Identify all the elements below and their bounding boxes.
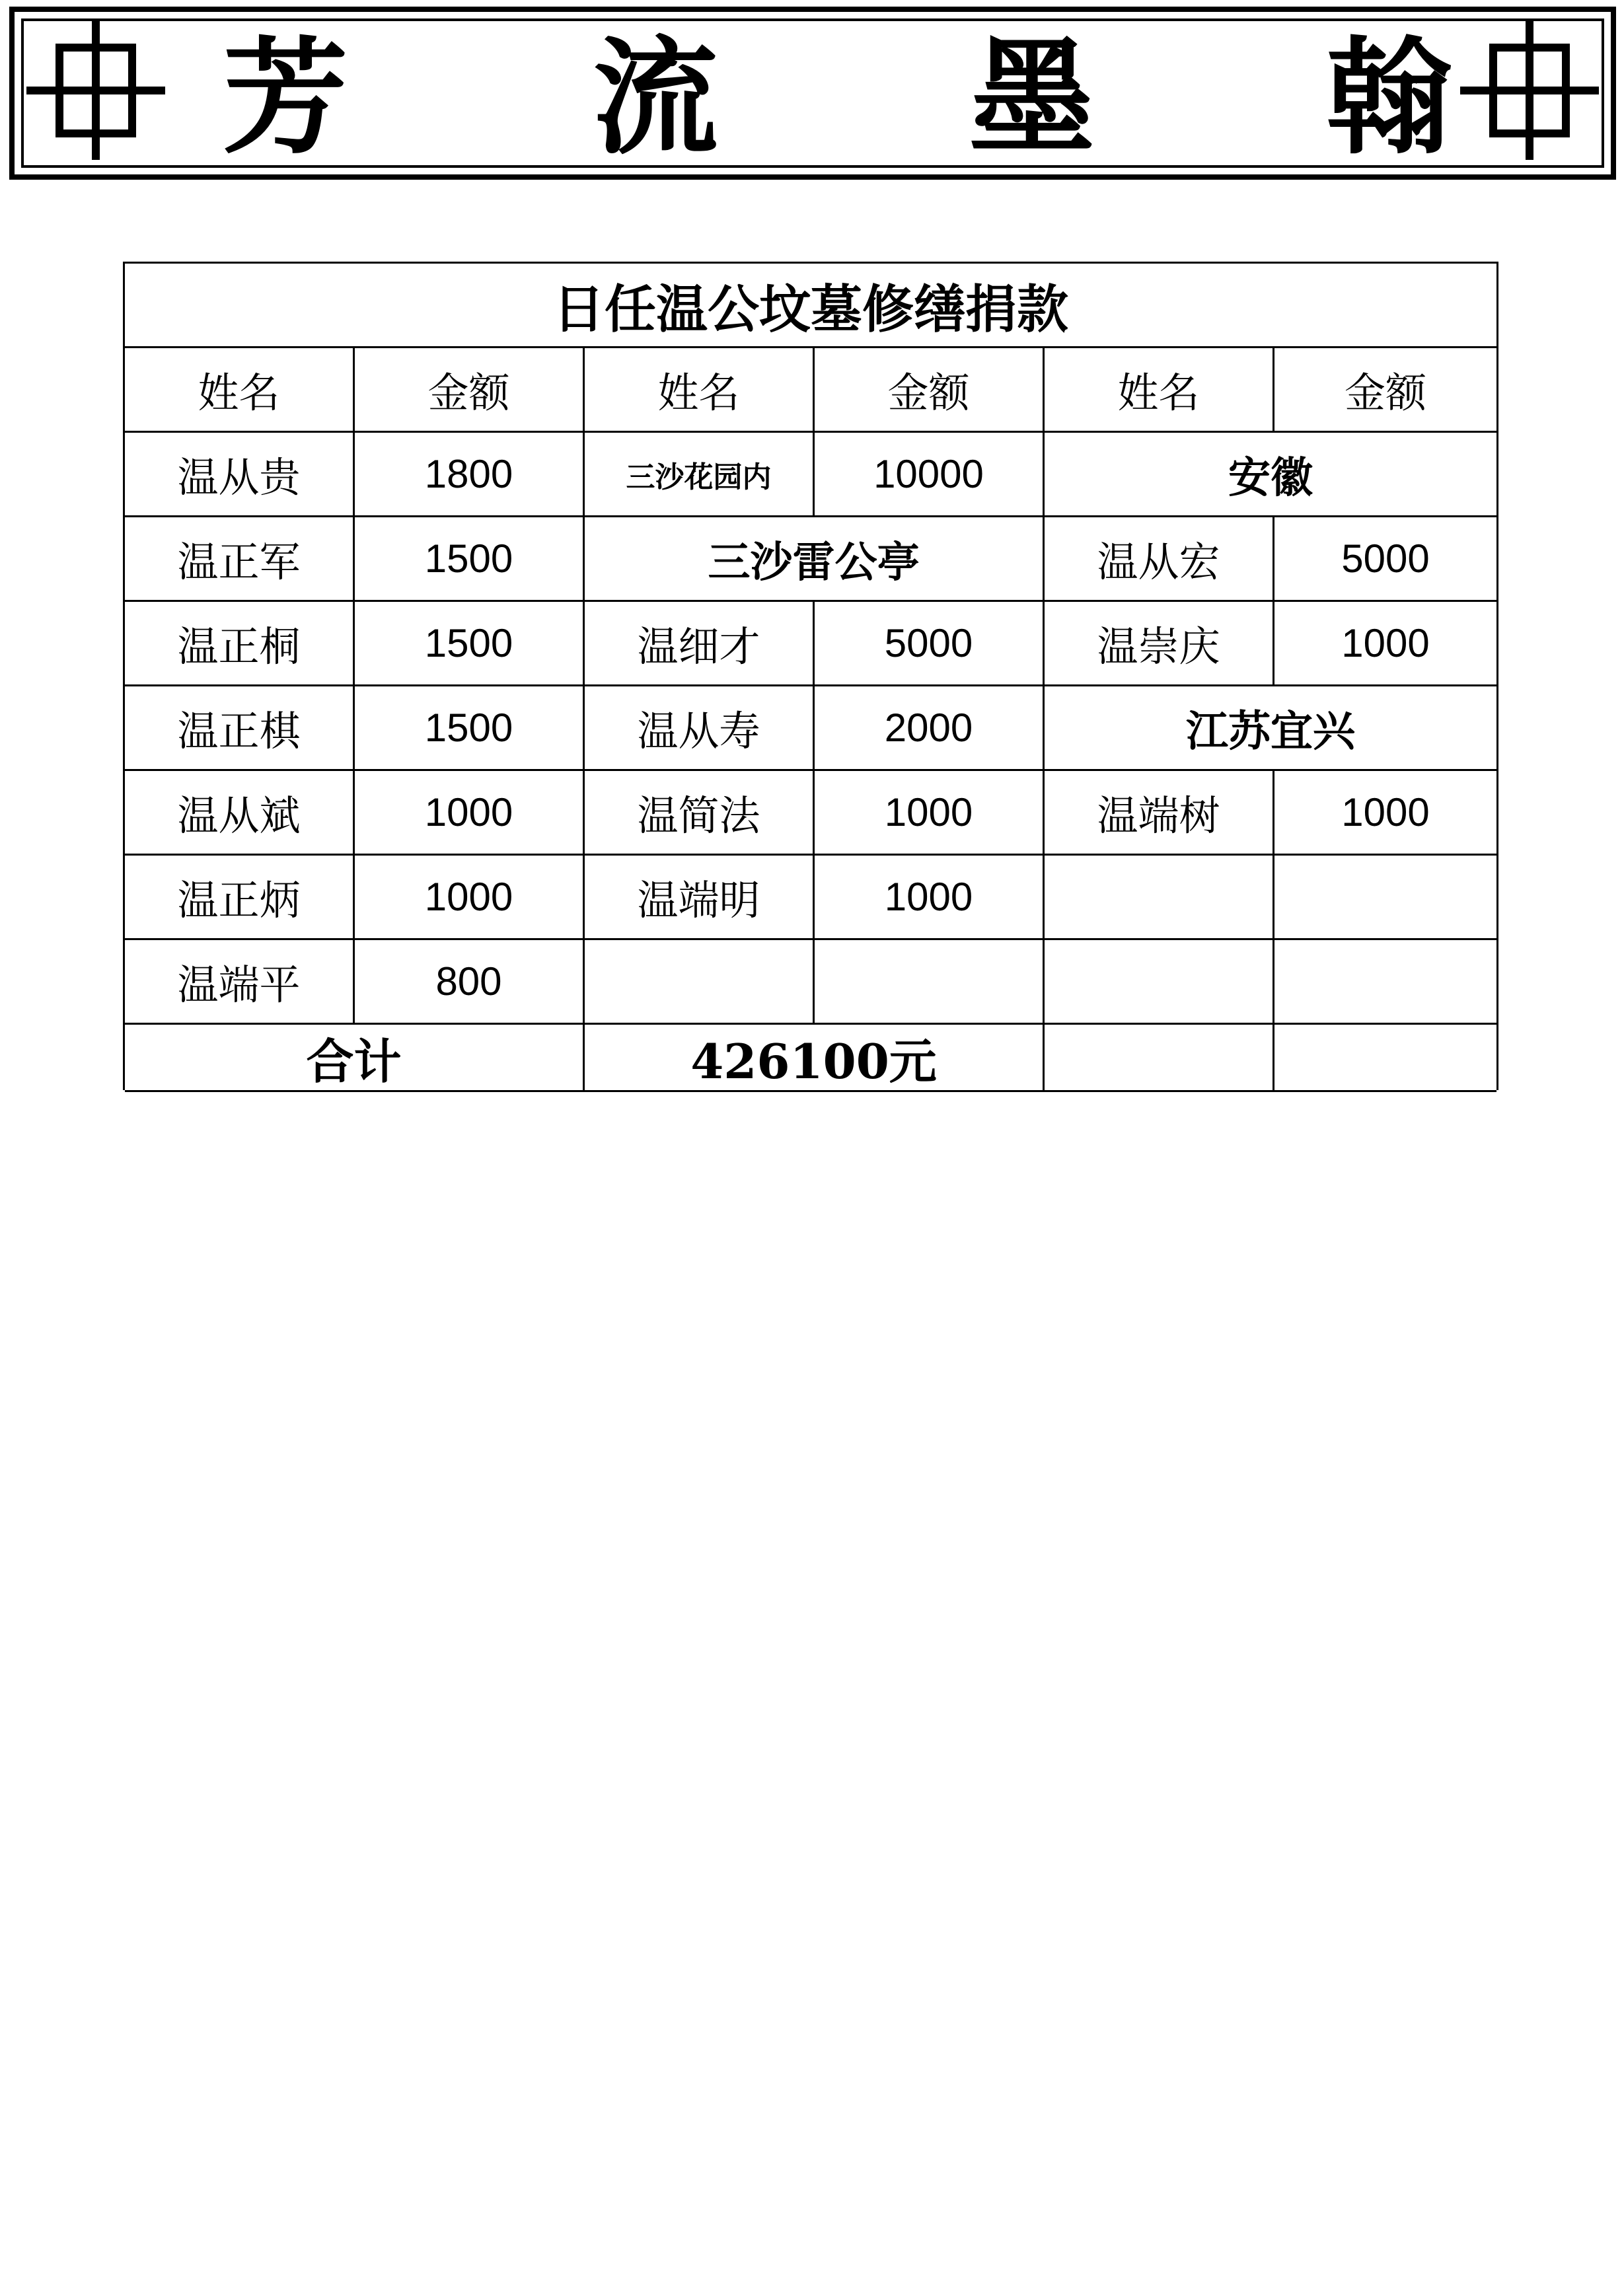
header-amount-1: 金额 [355,348,585,431]
table-row [125,602,1496,686]
donor-amount: 2000 [815,686,1045,769]
donor-name: 温从宏 [1045,517,1274,600]
donor-amount: 1500 [355,602,585,684]
donation-table [123,262,1498,1090]
donor-name: 温细才 [585,602,815,684]
total-label: 合计 [125,1025,585,1090]
donor-name: 温正桐 [125,602,355,684]
total-empty-cell [1274,1025,1496,1090]
donor-amount: 1000 [355,771,585,854]
table-title: 日任温公坟墓修缮捐款 [552,279,1068,340]
donor-name: 三沙花园内 [585,433,815,515]
table-row [125,686,1496,771]
header-banner [9,7,1616,180]
donor-name: 温正棋 [125,686,355,769]
header-name-2: 姓名 [585,348,815,431]
donor-amount: 1800 [355,433,585,515]
table-row [125,433,1496,517]
donor-amount: 800 [355,940,585,1023]
donor-amount: 10000 [815,433,1045,515]
donor-amount [815,940,1045,1023]
donor-amount: 1000 [815,856,1045,938]
donor-amount: 1500 [355,686,585,769]
donor-amount: 5000 [815,602,1045,684]
donor-amount: 1000 [1341,621,1430,665]
header-name-1: 姓名 [125,348,355,431]
table-total-row [125,1025,1496,1092]
donor-amount: 1000 [355,856,585,938]
donor-name: 温端平 [125,940,355,1023]
banner-char-1: 芳 [222,24,348,171]
donor-name [1045,856,1274,938]
donor-name: 温崇庆 [1045,602,1274,684]
table-row [125,856,1496,940]
table-title-row [125,264,1496,348]
total-value: 426100元 [585,1025,1045,1090]
fret-corner-left-icon [26,21,165,160]
donor-name: 温简法 [585,771,815,854]
total-empty-cell [1045,1025,1274,1090]
region-label: 江苏宜兴 [1186,706,1355,756]
header-amount-2: 金额 [815,348,1045,431]
donor-amount: 5000 [1341,536,1430,581]
donor-amount: 1000 [815,771,1045,854]
donor-name: 温端明 [585,856,815,938]
donor-name: 温从斌 [125,771,355,854]
header-amount-3: 金额 [1344,369,1426,417]
donor-amount: 1500 [355,517,585,600]
donor-name: 温端树 [1045,771,1274,854]
banner-char-4: 翰 [1325,24,1452,171]
banner-char-2: 流 [592,24,718,171]
fret-corner-right-icon [1460,21,1599,160]
donor-name [1045,940,1274,1023]
donor-name: 温从贵 [125,433,355,515]
donor-amount [1274,856,1496,938]
table-row [125,940,1496,1025]
donor-name: 温从寿 [585,686,815,769]
banner-char-3: 墨 [969,24,1095,171]
region-label: 安徽 [1228,453,1313,503]
donor-name: 温正炳 [125,856,355,938]
donor-amount: 1000 [1341,790,1430,834]
header-name-3: 姓名 [1045,348,1274,431]
table-header-row [125,348,1496,433]
region-label: 三沙雷公亭 [585,517,1045,600]
table-row [125,517,1496,602]
donor-amount [1274,940,1496,1023]
table-row [125,771,1496,856]
donor-name [585,940,815,1023]
donor-name: 温正军 [125,517,355,600]
